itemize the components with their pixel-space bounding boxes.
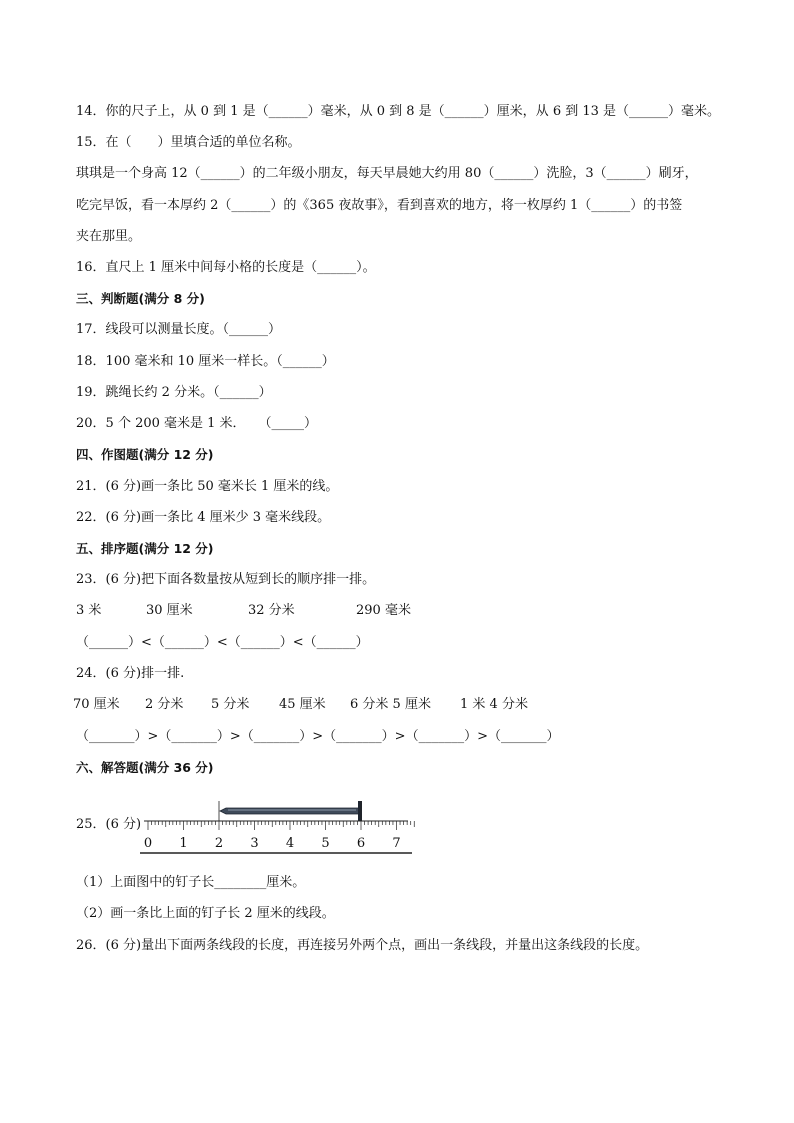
q24-item: 70 厘米	[73, 697, 120, 712]
ruler-label: 1	[179, 836, 188, 851]
section-6-heading: 六、解答题(满分 36 分)	[76, 760, 214, 775]
ruler-label: 0	[143, 836, 153, 851]
ruler-labels	[144, 836, 401, 851]
question-25-part-1: （1）上面图中的钉子长________厘米。	[76, 875, 306, 890]
question-15-passage-line-3: 夹在那里。	[76, 229, 142, 244]
q23-item: 32 分米	[248, 603, 295, 618]
ruler-label: 5	[321, 836, 330, 851]
question-24-answer-blanks: （_______）>（_______）>（_______）>（_______）>（_______）>（_______）	[76, 729, 560, 744]
question-15: 15．在（ ）里填合适的单位名称。	[76, 135, 301, 150]
nail-icon	[220, 801, 362, 821]
q24-item: 2 分米	[145, 697, 184, 712]
section-4-heading: 四、作图题(满分 12 分)	[76, 447, 214, 462]
question-22: 22．(6 分)画一条比 4 厘米少 3 毫米线段。	[76, 510, 331, 525]
question-20: 20．5 个 200 毫米是 1 米． （_____）	[76, 416, 318, 431]
ruler-with-nail-figure	[140, 796, 415, 856]
question-15-passage-line-2: 吃完早饭，看一本厚约 2（______）的《365 夜故事》，看到喜欢的地方，将一枚厚约 1（______）的书签	[76, 198, 683, 213]
question-25: 25．(6 分)	[76, 817, 142, 832]
question-14: 14．你的尺子上，从 0 到 1 是（______）毫米，从 0 到 8 是（______）厘米，从 6 到 13 是（______）毫米。	[76, 104, 721, 119]
q24-item: 45 厘米	[279, 697, 326, 712]
q23-item: 290 毫米	[356, 603, 411, 618]
question-21: 21．(6 分)画一条比 50 毫米长 1 厘米的线。	[76, 479, 339, 494]
q24-item: 6 分米 5 厘米	[350, 697, 431, 712]
question-23: 23．(6 分)把下面各数量按从短到长的顺序排一排。	[76, 572, 376, 587]
question-19: 19．跳绳长约 2 分米。（______）	[76, 385, 272, 400]
q24-item: 1 米 4 分米	[460, 697, 528, 712]
question-23-items	[76, 603, 476, 619]
question-18: 18．100 毫米和 10 厘米一样长。（______）	[76, 354, 335, 369]
question-17: 17．线段可以测量长度。（______）	[76, 322, 282, 337]
question-24-items	[73, 697, 576, 713]
ruler-label: 4	[285, 836, 295, 851]
question-15-passage-line-1: 琪琪是一个身高 12（______）的二年级小朋友，每天早晨她大约用 80（______）洗脸，3（______）刷牙，	[76, 166, 698, 181]
ruler-label: 3	[250, 836, 259, 851]
ruler-label: 6	[356, 836, 366, 851]
section-5-heading: 五、排序题(满分 12 分)	[76, 541, 214, 556]
ruler-svg	[140, 796, 415, 856]
q23-item: 30 厘米	[146, 603, 193, 618]
ruler-ticks	[148, 821, 414, 830]
question-25-part-2: （2）画一条比上面的钉子长 2 厘米的线段。	[76, 906, 335, 921]
question-16: 16．直尺上 1 厘米中间每小格的长度是（______）。	[76, 260, 376, 275]
question-24: 24．(6 分)排一排.	[76, 666, 185, 681]
section-3-heading: 三、判断题(满分 8 分)	[76, 291, 205, 306]
ruler-label: 2	[214, 836, 224, 851]
ruler-label: 7	[392, 836, 401, 851]
q24-item: 5 分米	[211, 697, 250, 712]
q23-item: 3 米	[76, 603, 102, 618]
question-23-answer-blanks: （______）<（______）<（______）<（______）	[76, 635, 369, 650]
question-26: 26．(6 分)量出下面两条线段的长度，再连接另外两个点，画出一条线段，并量出这条线段的长度。	[76, 938, 649, 953]
